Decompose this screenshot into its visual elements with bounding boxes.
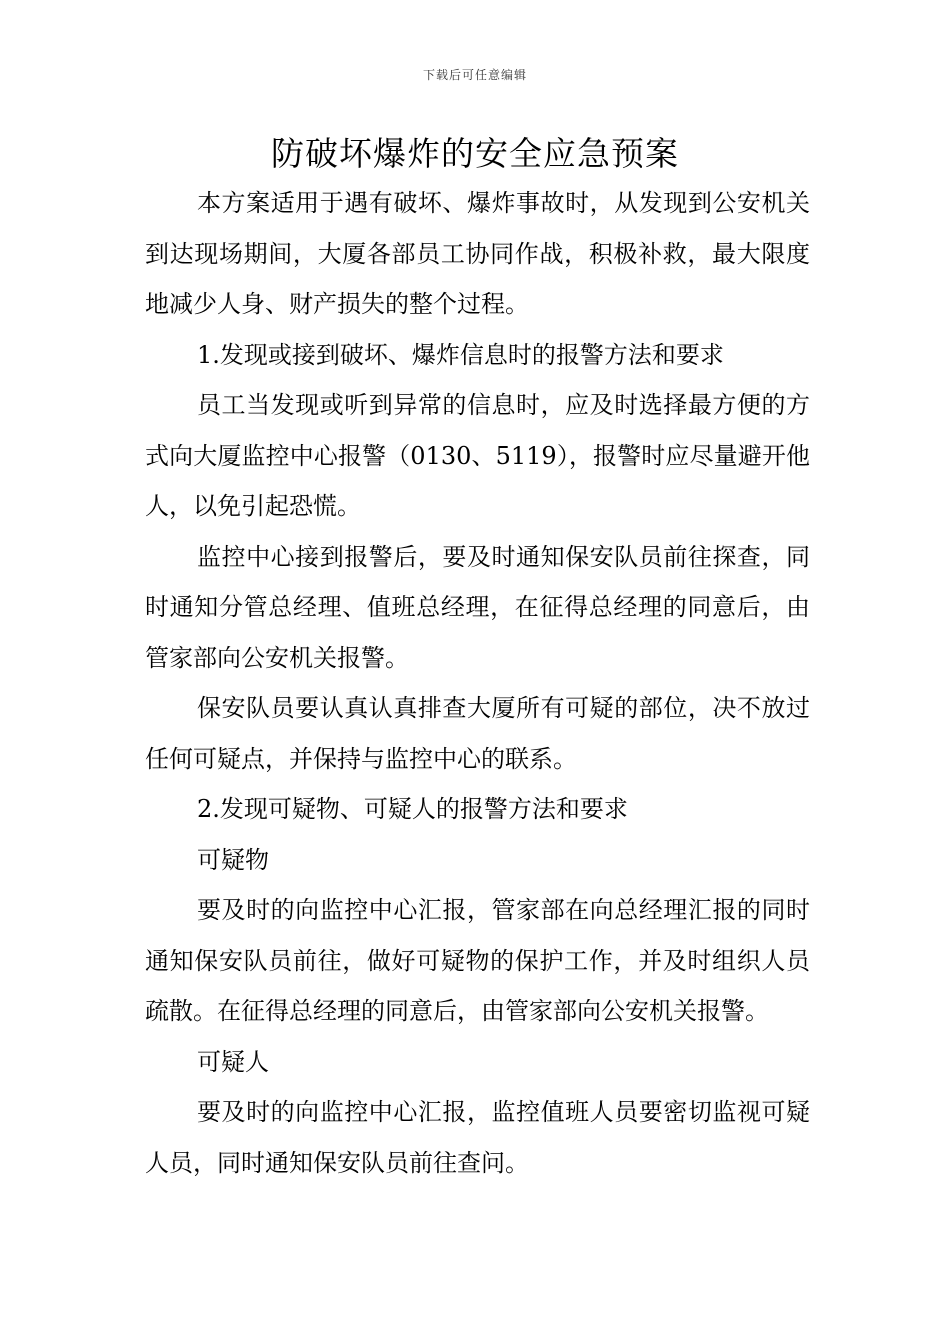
- suspicious-object-paragraph: 要及时的向监控中心汇报，管家部在向总经理汇报的同时通知保安队员前往，做好可疑物的保护工作，并及时组织人员疏散。在征得总经理的同意后，由管家部向公安机关报警。: [145, 896, 810, 1025]
- section-heading-2: 2.发现可疑物、可疑人的报警方法和要求: [197, 795, 628, 823]
- document-body: [145, 178, 810, 1188]
- monitor-center-paragraph: 监控中心接到报警后，要及时通知保安队员前往探查，同时通知分管总经理、值班总经理，在征得总经理的同意后，由管家部向公安机关报警。: [145, 542, 810, 672]
- header-note: 下载后可任意编辑: [422, 68, 527, 82]
- security-check-paragraph: 保安队员要认真认真排查大厦所有可疑的部位，决不放过任何可疑点，并保持与监控中心的联系。: [145, 694, 810, 773]
- subheading-suspicious-person: 可疑人: [197, 1047, 269, 1076]
- suspicious-person-paragraph: 要及时的向监控中心汇报，监控值班人员要密切监视可疑人员，同时通知保安队员前往查问。: [145, 1098, 810, 1177]
- report-method-paragraph: 员工当发现或听到异常的信息时，应及时选择最方便的方式向大厦监控中心报警（0130、5119），报警时应尽量避开他人，以免引起恐慌。: [145, 391, 810, 520]
- document-title: 防破坏爆炸的安全应急预案: [271, 134, 679, 173]
- section-heading-1: 1.发现或接到破坏、爆炸信息时的报警方法和要求: [197, 340, 724, 369]
- intro-paragraph: 本方案适用于遇有破坏、爆炸事故时，从发现到公安机关到达现场期间，大厦各部员工协同作战，积极补救，最大限度地减少人身、财产损失的整个过程。: [145, 189, 810, 318]
- subheading-suspicious-object: 可疑物: [197, 845, 269, 874]
